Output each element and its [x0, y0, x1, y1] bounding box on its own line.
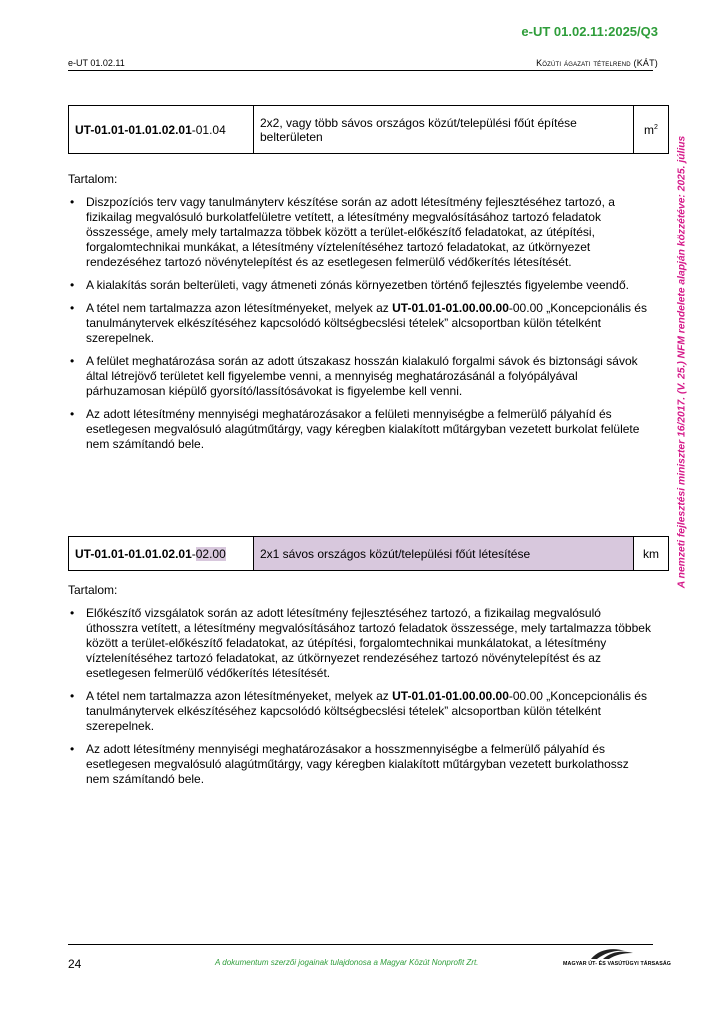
item-content-list — [68, 606, 653, 795]
copyright-notice: A dokumentum szerzői jogainak tulajdonosa a Magyar Közút Nonprofit Zrt. — [215, 958, 479, 967]
company-logo-icon — [563, 947, 653, 961]
company-logo — [563, 947, 671, 969]
list-item: • Diszpozíciós terv vagy tanulmányterv készítése során az adott létesítmény fejlesztéséhez tartozó, a fizikailag megvalósuló burkolatfelületre vetített, a létesítmény megvalósításához tartozó feladatok összessége, amely mely tartalmazza többek között a terület-előkészítő feladatokat, az útépítési, forgalomtechnikai munkákat, a létesítmény víztelenítéséhez tartozó feladatokat, az útkörnyezet rendezéséhez tartozó növénytelepítést és az esetlegesen felmerülő védőkerítés létesítését. — [68, 195, 653, 270]
item-code: UT-01.01-01.01.02.01-01.04 — [69, 106, 254, 154]
side-publication-note-text: A nemzeti fejlesztési miniszter 16/2017. (V. 25.) NFM rendelete alapján közzétéve: 2025. július — [676, 135, 688, 589]
content-label: Tartalom: — [68, 172, 118, 186]
logo-text: MAGYAR ÚT- ÉS VASÚTÜGYI TÁRSASÁG — [563, 961, 671, 967]
item-description: 2x1 sávos országos közút/települési főút létesítése — [254, 537, 634, 571]
header-standard-id: e-UT 01.02.11 — [68, 58, 125, 68]
item-content-list — [68, 195, 653, 460]
header-divider — [68, 70, 653, 71]
item-header-table — [68, 536, 669, 571]
header-title: Közúti ágazati tételrend (KÁT) — [536, 58, 658, 68]
list-item: • Az adott létesítmény mennyiségi meghatározásakor a hosszmennyiségbe a felmerülő pályahíd és esetlegesen megvalósuló alagútműtárgy, vagy kéregben kialakított műtárgyban vezetett burkolathossz nem számítandó bele. — [68, 742, 653, 787]
list-item: • A tétel nem tartalmazza azon létesítményeket, melyek az UT-01.01-01.00.00.00-00.00 „Koncepcionális és tanulmánytervek elkészítéséhez kapcsolódó költségbecslési tételek” alcsoportban külön tételként szerepelnek. — [68, 689, 653, 734]
footer-divider — [68, 944, 653, 945]
document-code: e-UT 01.02.11:2025/Q3 — [521, 24, 658, 39]
item-unit: km — [634, 537, 669, 571]
content-label: Tartalom: — [68, 583, 118, 597]
list-item: • A kialakítás során belterületi, vagy átmeneti zónás környezetben történő fejlesztés figyelembe veendő. — [68, 278, 653, 293]
list-item: • Előkészítő vizsgálatok során az adott létesítmény fejlesztéséhez tartozó, a fizikailag megvalósuló úthosszra vetített, a létesítmény megvalósításához tartozó feladatok összessége, mely tartalmazza többek között a terület-előkészítő feladatokat, az útépítési, forgalomtechnikai munkálatokat, a létesítmény víztelenítéséhez tartozó feladatokat, az útkörnyezet rendezéséhez tartozó növénytelepítést és az esetlegesen felmerülő védőkerítés létesítését. — [68, 606, 653, 681]
list-item: • A felület meghatározása során az adott útszakasz hosszán kialakuló forgalmi sávok és biztonsági sávok által létrejövő területet kell figyelembe venni, a mennyiség meghatározásánál a folyópályával párhuzamosan kiépülő gyorsító/lassítósávokat is figyelembe kell venni. — [68, 354, 653, 399]
list-item: • A tétel nem tartalmazza azon létesítményeket, melyek az UT-01.01-01.00.00.00-00.00 „Koncepcionális és tanulmánytervek elkészítéséhez kapcsolódó költségbecslési tételek” alcsoportban külön tételként szerepelnek. — [68, 301, 653, 346]
item-code: UT-01.01-01.01.02.01-02.00 — [69, 537, 254, 571]
item-unit: $m^2$ — [634, 106, 669, 154]
list-item: • Az adott létesítmény mennyiségi meghatározásakor a felületi mennyiségbe a felmerülő pályahíd és esetlegesen megvalósuló alagútműtárgy, vagy kéregben kialakított műtárgyban vezetett burkolat felülete nem számítandó bele. — [68, 407, 653, 452]
item-description: 2x2, vagy több sávos országos közút/települési főút építése belterületen — [254, 106, 634, 154]
item-header-table — [68, 105, 669, 154]
page-number: 24 — [68, 957, 82, 971]
